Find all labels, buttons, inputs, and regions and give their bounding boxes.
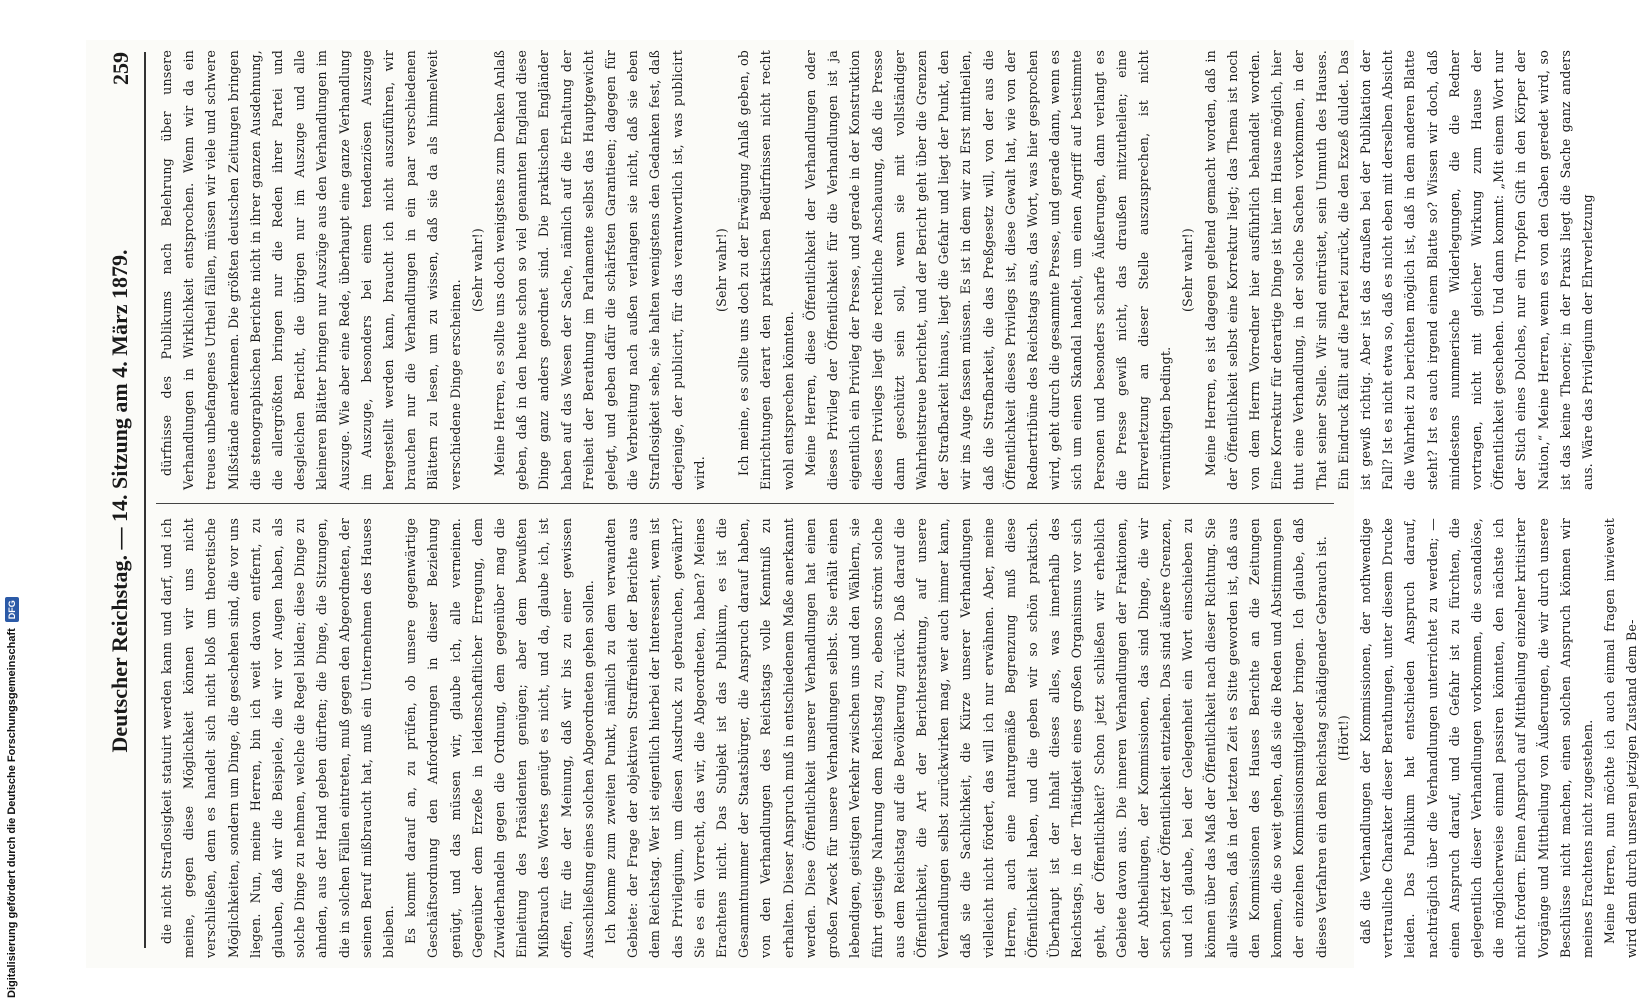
paragraph: Ich komme zum zweiten Punkt, nämlich zu dem verwandten Gebiete: der Frage der objektiven Straffreiheit der Berichte aus dem Reichstag. Wer ist eigentlich hierbei der Interessent, wem ist das Privilegium, um diesen Ausdruck zu gebrauchen, gewährt? Sie es ein Vorrecht, das wir, die Abgeordneten, haben? Meines Erachtens nicht. Das Subjekt ist das Publikum, es ist die Gesammtnummer der Staatsbürger, die Anspruch darauf haben, von den Verhandlungen des Reichstags volle Kenntniß zu erhalten. Dieser Anspruch muß in entschiedenem Maße anerkannt werden. Diese Öffentlichkeit unserer Verhandlungen hat einen großen Zweck für unsere Verhandlungen selbst. Sie erhält einen lebendigen, geistigen Verkehr zwischen uns und den Wählern, sie führt geistige Nahrung dem Reichstag zu, ebenso strömt solche aus dem Reichstag auf die Bevölkerung zurück. Daß darauf die Öffentlichkeit, die Art der Berichterstattung, auf unsere Verhandlungen selbst zurückwirken mag, wer auch immer kann, daß sie die Sachlichkeit, die Kürze unserer Verhandlungen vielleicht nicht fördert, das will ich nur erwähnen. Aber, meine Herren, auch eine naturgemäße Begrenzung muß diese Öffentlichkeit haben, und die geben wir so schön praktisch. Überhaupt ist der Inhalt dieses alles, was innerhalb des Reichstags, in der Thätigkeit eines großen Organismus vor sich geht, der Öffentlichkeit? Schon jetzt schließen wir erheblich Gebiete davon aus. Die inneren Verhandlungen der Fraktionen, der Abtheilungen, der Kommissionen, das sind Dinge, die wir schon jetzt der Öffentlichkeit entziehen. Das sind äußere Grenzen, und ich glaube, bei der Gelegenheit ein Wort einschieben zu können über das Maß der Öffentlichkeit nach dieser Richtung. Sie alle wissen, daß in der letzten Zeit es Sitte geworden ist, daß aus den Kommissionen des Hauses Berichte an die Zeitungen kommen, die so weit gehen, daß sie die Reden und Abstimmungen der einzelnen Kommissionsmitglieder bringen. Ich glaube, daß dieses Verfahren ein dem Reichstag schädigender Gebrauch ist. bbox=[603, 518, 1329, 958]
page-number: 259 bbox=[108, 52, 133, 85]
paragraph: Ich meine, es sollte uns doch zu der Erwägung Anlaß geben, ob Einrichtungen derart den praktischen Bedürfnissen nicht recht wohl entsprechen könnten. bbox=[736, 50, 796, 490]
paragraph: Meine Herren, diese Öffentlichkeit der Verhandlungen oder dieses Privileg der Öffentlichkeit für die Verhandlungen ist ja eigentlich ein Privileg der Presse, und gerade in der Konstruktion dieses Privilegs liegt die rechtliche Anschauung, daß die Presse dann geschützt sein soll, wenn sie mit vollständiger Wahrheitstreue berichtet, und der Bericht geht über die Grenzen der Strafbarkeit hinaus, liegt die Gefahr und liegt der Punkt, den wir ins Auge fassen müssen. Es ist in dem wir zu Erst mittheilen, daß die Strafbarkeit, die das Preßgesetz will, von der aus die Öffentlichkeit dieses Privilegs ist, diese Gewalt hat, wie von der Rednertribüne des Reichstags aus, das Wort, was hier gesprochen wird, geht durch die gesammte Presse, und gerade dann, wenn es sich um einen Skandal handelt, um einen Angriff auf bestimmte Personen und besonders scharfe Äußerungen, dann verlangt es die Presse gewiß nicht, das draußen mitzutheilen; eine Ehrverletzung an dieser Stelle auszusprechen, ist nicht vernünftigen bedingt. bbox=[802, 50, 1174, 490]
interjection: (Sehr wahr!) bbox=[714, 228, 730, 312]
page-header bbox=[100, 52, 140, 950]
interjection: (Hört!) bbox=[1335, 715, 1351, 761]
dfg-logo: DFG bbox=[5, 597, 19, 622]
paragraph: die nicht Straflosigkeit statuirt werden kann und darf, und ich meine, gegen diese Möglichkeit können wir uns nicht verschließen, denn es handelt sich nicht bloß um theoretische Möglichkeiten, sondern um Dinge, die geschehen sind, die vor uns liegen. Nun, meine Herren, bin ich weit davon entfernt, zu glauben, daß wir die Beispiele, die wir vor Augen haben, als solche Dinge zu nehmen, welche die Regel bilden; diese Dinge zu ahnden, aus der Hand geben dürften; die Dinge, die Sitzungen, die in solchen Fällen eintreten, muß gegen den Abgeordneten, der seinen Beruf mißbraucht hat, muß ein Unternehmen des Hauses bleiben. bbox=[159, 518, 397, 958]
paragraph: Es kommt darauf an, zu prüfen, ob unsere gegenwärtige Geschäftsordnung den Anforderungen in dieser Beziehung genügt, und das müssen wir, glaube ich, alle verneinen. Gegenüber dem Erzeße in leidenschaftlicher Erregung, dem Zuwiderhandeln gegen die Ordnung, dem gegenüber mag die Einleitung des Präsidenten genügen; aber dem bewußten Mißbrauch des Wortes genügt es nicht, und da, glaube ich, ist offen, für die der Meinung, daß wir bis zu einer gewissen Ausschließung eines solchen Abgeordneten gehen sollen. bbox=[403, 518, 596, 958]
right-text-column bbox=[156, 50, 1595, 490]
paragraph: Meine Herren, nun möchte ich auch einmal fragen inwieweit wird denn durch unseren jetzigen Zustand dem Be- bbox=[1602, 518, 1640, 958]
header-title: Deutscher Reichstag. — 14. Sitzung am 4. März 1879. bbox=[107, 249, 132, 753]
header-rule bbox=[144, 52, 146, 948]
left-text-column bbox=[156, 518, 1640, 958]
column-divider bbox=[156, 503, 1334, 504]
interjection: (Sehr wahr!) bbox=[1180, 228, 1196, 312]
paragraph: daß die Verhandlungen der Kommissionen, der nothwendige vertrauliche Charakter dieser Berathungen, unter diesem Drucke leiden. Das Publikum hat entschieden Anspruch darauf, nachträglich über die Verhandlungen unterrichtet zu werden; — einen Anspruch darauf, und die Gefahr ist zu fürchten, die gelegentlich dieser Verhandlungen vorkommen, die scandalöse, die möglicherweise einmal passiren könnten, den nächste ich nicht fordern. Einen Anspruch auf Mittheilung einzelner kritisirter Vorgänge und Mittheilung von Äußerungen, die wir durch unsere Beschlüsse nicht machen, einen solchen Anspruch können wir meines Erachtens nicht zugestehen. bbox=[1357, 518, 1595, 958]
paragraph: dürfnisse des Publikums nach Belehrung über unsere Verhandlungen in Wirklichkeit entsprochen. Wenn wir da ein treues unbefangenes Urtheil fällen, müssen wir viele und schwere Mißstände anerkennen. Die größten deutschen Zeitungen bringen die stenographischen Berichte nicht in ihrer ganzen Ausdehnung, die allergrößten bringen nur die Reden ihrer Partei und desgleichen Bericht, die übrigen nur im Auszuge und alle kleineren Blätter bringen nur Auszüge aus den Verhandlungen im Auszuge. Wie aber eine Rede, überhaupt eine ganze Verhandlung im Auszuge, besonders bei einem tendenziösen Auszuge hergestellt werden kann, braucht ich nicht auszuführen, wir brauchen nur die Verhandlungen in ein paar verschiedenen Blättern zu lesen, um zu wissen, daß sie da als himmelweit verschiedene Dinge erscheinen. bbox=[159, 50, 463, 490]
paragraph: Meine Herren, es ist dagegen geltend gemacht worden, daß in der Öffentlichkeit selbst eine Korrektur liegt; das Thema ist noch von dem Herrn Vorredner hier ausführlich behandelt worden. Eine Korrektur für derartige Dinge ist hier im Hause möglich, hier thut eine Verhandlung, in der solche Sachen vorkommen, in der That seiner Stelle. Wir sind entrüstet, sein Unmuth des Hauses. Ein Eindruck fällt auf die Partei zurück, die den Exzeß duldet. Das ist gewiß richtig. Aber ist das draußen bei der Publikation der Fall? Ist es nicht etwa so, daß es nicht eben mit derselben Absicht die Wahrheit zu berichten möglich ist, daß in dem anderen Blatte steht? Ist es auch irgend einem Blatte so? Wissen wir doch, daß mindestens nummerische Widerlegungen, die die Redner vortragen, nicht mit gleicher Wirkung zum Hause der Öffentlichkeit geschehen. Und dann kommt: „Mit einem Wort nur der Stich eines Dolches, nur ein Tropfen Gift in den Körper der Nation,“ Meine Herren, wenn es von den Gaben geredet wird, so ist das keine Theorie; in der Praxis liegt die Sache ganz anders aus. Wäre das Privilegium der Ehrverletzung bbox=[1202, 50, 1595, 490]
paragraph: Meine Herren, es sollte uns doch wenigstens zum Denken Anlaß geben, daß in den heute schon so viel genannten England diese Dinge ganz anders geordnet sind. Die praktischen Engländer haben auf das Wesen der Sache, nämlich auf die Erhaltung der Freiheit der Berathung im Parlamente selbst das Hauptgewicht gelegt, und geben dafür die schärfsten Garantieen; dagegen für die Verbreitung nach außen verlangen sie nicht, daß sie eben Straflosigkeit sehe, sie halten wenigstens den Gedanken fest, daß derjenige, der publicirt, für das verantwortlich ist, was publicirt wird. bbox=[492, 50, 707, 490]
interjection: (Sehr wahr!) bbox=[469, 228, 485, 312]
digitization-footer bbox=[4, 0, 20, 998]
digitization-note: Digitalisierung gefördert durch die Deutsche Forschungsgemeinschaft bbox=[6, 628, 18, 998]
rotated-document-page bbox=[86, 40, 1640, 968]
